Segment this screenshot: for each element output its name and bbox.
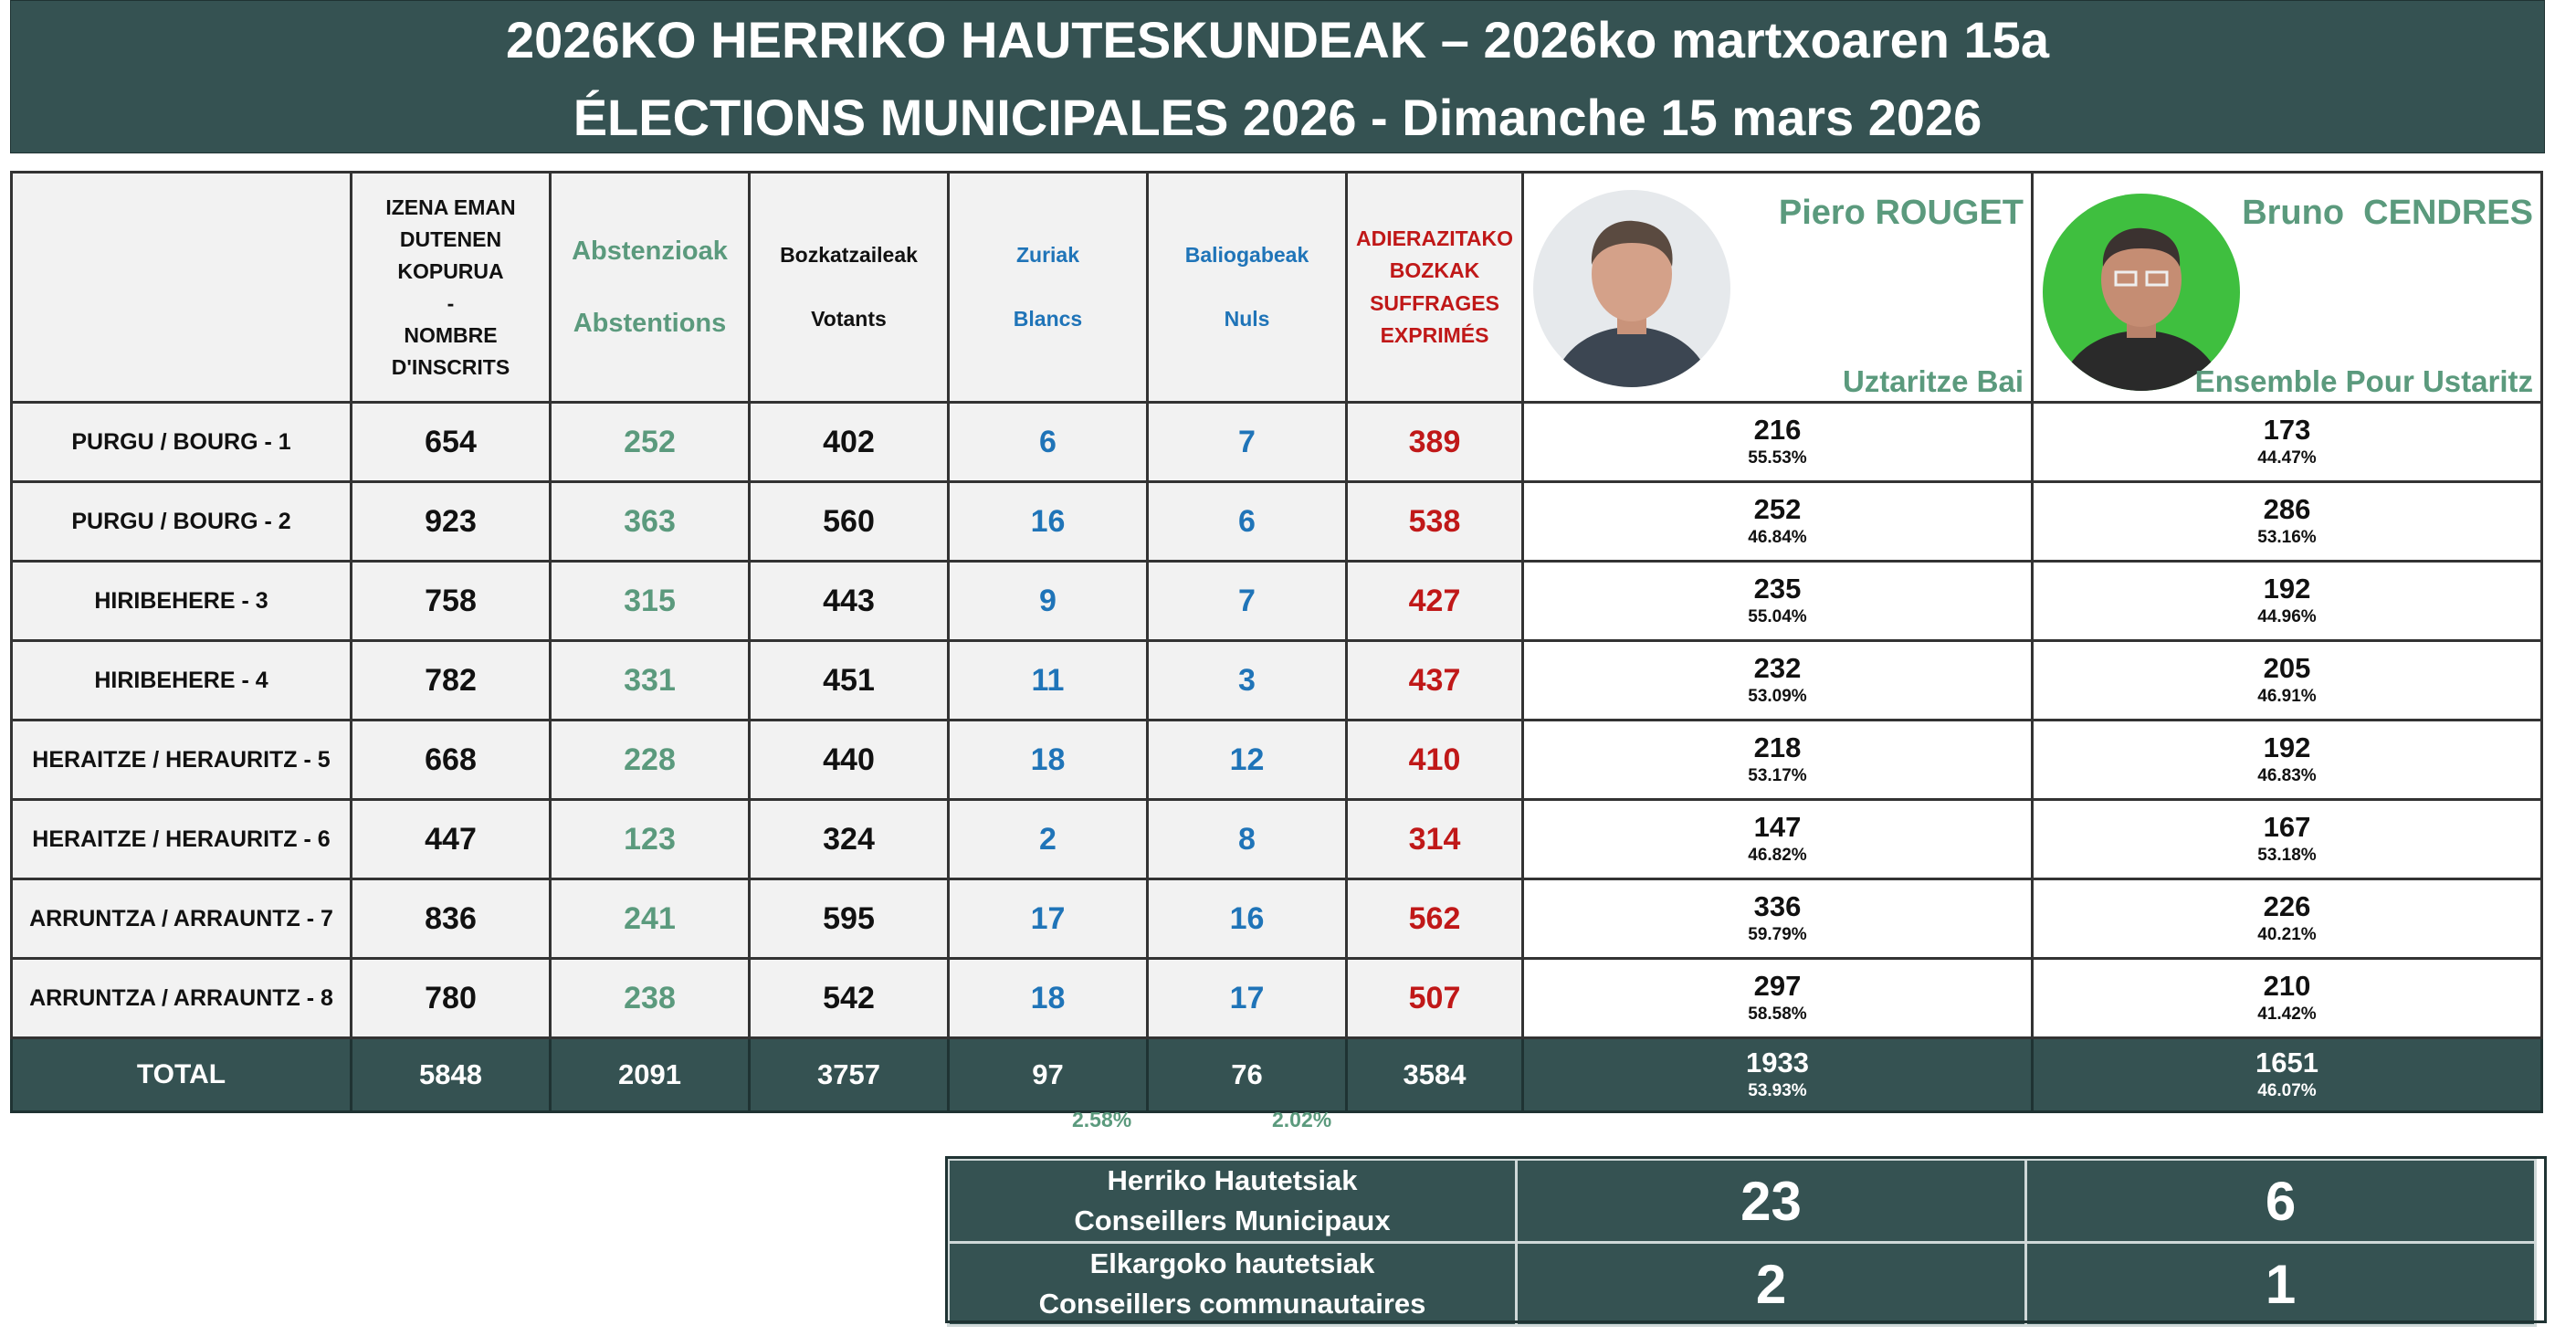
table-row [12, 482, 2542, 562]
candidate-photo-icon [2043, 194, 2240, 391]
nuls-cell: 6 [1148, 482, 1347, 562]
header-corner [12, 173, 352, 403]
results-table [10, 171, 2543, 1113]
candidate-1-result [1523, 641, 2033, 721]
candidate-1-result [1523, 721, 2033, 800]
vote-count: 147 [1753, 811, 1802, 843]
candidate-header-2 [2033, 173, 2542, 403]
vote-count: 232 [1753, 652, 1802, 684]
total-exprimes: 3584 [1347, 1038, 1523, 1112]
bureau-label: PURGU / BOURG - 2 [12, 482, 352, 562]
bureau-label: HIRIBEHERE - 4 [12, 641, 352, 721]
bureau-label: ARRUNTZA / ARRAUNTZ - 8 [12, 959, 352, 1038]
vote-percent: 40.21% [2257, 925, 2317, 944]
seats-candidate-1: 23 [1517, 1160, 2026, 1243]
total-nuls: 76 [1148, 1038, 1347, 1112]
candidate-name: Piero ROUGET [1778, 194, 2024, 232]
header-text: Blancs [1013, 307, 1083, 331]
seats-label-eu: Herriko Hautetsiak [1107, 1164, 1358, 1196]
blancs-cell: 18 [949, 959, 1148, 1038]
header-blancs [949, 173, 1148, 403]
header-abstentions [551, 173, 750, 403]
abstentions-cell: 241 [551, 879, 750, 959]
nuls-cell: 3 [1148, 641, 1347, 721]
abstentions-cell: 363 [551, 482, 750, 562]
vote-count: 192 [2263, 731, 2311, 763]
total-label: TOTAL [12, 1038, 352, 1112]
seats-candidate-1: 2 [1517, 1243, 2026, 1326]
total-row [12, 1038, 2542, 1112]
header-nuls [1148, 173, 1347, 403]
vote-percent: 59.79% [1748, 925, 1807, 944]
vote-count: 173 [2263, 414, 2311, 446]
header-text: Baliogabeak [1184, 243, 1309, 267]
header-text: - [447, 290, 455, 315]
inscrits-cell: 654 [352, 403, 551, 482]
candidate-1-result [1523, 959, 2033, 1038]
vote-percent: 58.58% [1748, 1005, 1807, 1024]
header-text: D'INSCRITS [391, 354, 510, 379]
title-french: ÉLECTIONS MUNICIPALES 2026 - Dimanche 15 mars 2026 [573, 89, 1982, 146]
total-candidate-2 [2033, 1038, 2542, 1112]
vote-percent: 44.47% [2257, 448, 2317, 468]
candidate-list-name: Ensemble Pour Ustaritz [2194, 364, 2533, 398]
votants-cell: 402 [750, 403, 949, 482]
total-abstentions: 2091 [551, 1038, 750, 1112]
vote-count: 1933 [1746, 1047, 1809, 1078]
candidate-1-result [1523, 800, 2033, 879]
inscrits-cell: 668 [352, 721, 551, 800]
candidate-1-result [1523, 403, 2033, 482]
header-text: Abstentions [573, 309, 727, 338]
inscrits-cell: 782 [352, 641, 551, 721]
blancs-cell: 2 [949, 800, 1148, 879]
vote-percent: 53.18% [2257, 846, 2317, 865]
votants-cell: 440 [750, 721, 949, 800]
candidate-name: Bruno CENDRES [2242, 194, 2533, 232]
blancs-ratio: 2.58% [1072, 1108, 1132, 1131]
candidate-2-result [2033, 721, 2542, 800]
votants-cell: 324 [750, 800, 949, 879]
blancs-cell: 6 [949, 403, 1148, 482]
vote-count: 192 [2263, 573, 2311, 605]
vote-percent: 53.09% [1748, 687, 1807, 706]
vote-percent: 53.17% [1748, 766, 1807, 785]
seats-label-fr: Conseillers Municipaux [1074, 1205, 1391, 1236]
table-row [12, 403, 2542, 482]
exprimes-cell: 389 [1347, 403, 1523, 482]
header-text: SUFFRAGES [1370, 291, 1499, 315]
header-text: ADIERAZITAKO [1355, 226, 1514, 250]
page-title-banner [10, 0, 2545, 153]
header-exprimes [1347, 173, 1523, 403]
header-text: KOPURUA [397, 258, 504, 283]
header-text: Zuriak [1015, 243, 1080, 267]
header-text: BOZKAK [1389, 258, 1480, 282]
nuls-cell: 7 [1148, 562, 1347, 641]
blancs-cell: 17 [949, 879, 1148, 959]
bureau-label: HERAITZE / HERAURITZ - 5 [12, 721, 352, 800]
table-row [12, 721, 2542, 800]
vote-count: 286 [2263, 493, 2311, 525]
header-text: EXPRIMÉS [1380, 323, 1489, 347]
vote-count: 167 [2263, 811, 2311, 843]
votants-cell: 542 [750, 959, 949, 1038]
vote-percent: 46.84% [1748, 528, 1807, 547]
vote-percent: 44.96% [2257, 607, 2317, 626]
candidate-1-result [1523, 879, 2033, 959]
header-text: IZENA EMAN [385, 195, 516, 219]
bureau-label: HERAITZE / HERAURITZ - 6 [12, 800, 352, 879]
vote-percent: 53.16% [2257, 528, 2317, 547]
inscrits-cell: 836 [352, 879, 551, 959]
votants-cell: 595 [750, 879, 949, 959]
candidate-1-result [1523, 482, 2033, 562]
nuls-cell: 16 [1148, 879, 1347, 959]
vote-count: 336 [1753, 890, 1802, 922]
candidate-2-result [2033, 959, 2542, 1038]
vote-count: 1651 [2255, 1047, 2318, 1078]
header-text: Nuls [1224, 307, 1270, 331]
vote-count: 218 [1753, 731, 1802, 763]
blancs-cell: 18 [949, 721, 1148, 800]
candidate-2-result [2033, 562, 2542, 641]
nuls-ratio: 2.02% [1272, 1108, 1332, 1131]
vote-percent: 55.04% [1748, 607, 1807, 626]
total-inscrits: 5848 [352, 1038, 551, 1112]
candidate-2-result [2033, 879, 2542, 959]
vote-count: 216 [1753, 414, 1802, 446]
bureau-label: PURGU / BOURG - 1 [12, 403, 352, 482]
total-blancs: 97 [949, 1038, 1148, 1112]
candidate-2-result [2033, 641, 2542, 721]
candidate-photo-icon [1533, 190, 1730, 387]
header-inscrits [352, 173, 551, 403]
vote-count: 205 [2263, 652, 2311, 684]
vote-percent: 46.82% [1748, 846, 1807, 865]
header-text: NOMBRE [404, 322, 498, 347]
nuls-cell: 7 [1148, 403, 1347, 482]
candidate-header-1 [1523, 173, 2033, 403]
bureau-label: HIRIBEHERE - 3 [12, 562, 352, 641]
exprimes-cell: 562 [1347, 879, 1523, 959]
blancs-cell: 16 [949, 482, 1148, 562]
vote-count: 235 [1753, 573, 1802, 605]
header-text: DUTENEN [399, 226, 502, 251]
blancs-cell: 11 [949, 641, 1148, 721]
seats-candidate-2: 6 [2026, 1160, 2536, 1243]
seats-row-municipal [949, 1160, 2536, 1243]
abstentions-cell: 228 [551, 721, 750, 800]
vote-percent: 55.53% [1748, 448, 1807, 468]
seats-label-fr: Conseillers communautaires [1038, 1288, 1426, 1320]
candidate-list-name: Uztaritze Bai [1842, 364, 2024, 398]
vote-count: 226 [2263, 890, 2311, 922]
exprimes-cell: 410 [1347, 721, 1523, 800]
abstentions-cell: 238 [551, 959, 750, 1038]
seats-label-eu: Elkargoko hautetsiak [1089, 1247, 1375, 1279]
table-row [12, 879, 2542, 959]
vote-count: 252 [1753, 493, 1802, 525]
header-votants [750, 173, 949, 403]
votants-cell: 451 [750, 641, 949, 721]
total-votants: 3757 [750, 1038, 949, 1112]
seats-row-communautaire [949, 1243, 2536, 1326]
vote-percent: 46.07% [2257, 1081, 2317, 1100]
header-text: Bozkatzaileak [780, 243, 918, 267]
vote-percent: 41.42% [2257, 1005, 2317, 1024]
inscrits-cell: 923 [352, 482, 551, 562]
table-row [12, 959, 2542, 1038]
exprimes-cell: 538 [1347, 482, 1523, 562]
abstentions-cell: 252 [551, 403, 750, 482]
inscrits-cell: 780 [352, 959, 551, 1038]
seats-label [949, 1160, 1517, 1243]
abstentions-cell: 123 [551, 800, 750, 879]
vote-percent: 46.91% [2257, 687, 2317, 706]
seats-table [947, 1158, 2537, 1327]
abstentions-cell: 315 [551, 562, 750, 641]
nuls-cell: 17 [1148, 959, 1347, 1038]
candidate-2-result [2033, 482, 2542, 562]
votants-cell: 443 [750, 562, 949, 641]
nuls-cell: 8 [1148, 800, 1347, 879]
header-row [12, 173, 2542, 403]
table-row [12, 800, 2542, 879]
total-candidate-1 [1523, 1038, 2033, 1112]
seats-label [949, 1243, 1517, 1326]
nuls-cell: 12 [1148, 721, 1347, 800]
candidate-2-result [2033, 800, 2542, 879]
inscrits-cell: 758 [352, 562, 551, 641]
header-text: Votants [811, 307, 887, 331]
table-row [12, 562, 2542, 641]
votants-cell: 560 [750, 482, 949, 562]
candidate-1-result [1523, 562, 2033, 641]
vote-count: 297 [1753, 970, 1802, 1002]
abstentions-cell: 331 [551, 641, 750, 721]
exprimes-cell: 507 [1347, 959, 1523, 1038]
exprimes-cell: 314 [1347, 800, 1523, 879]
blancs-cell: 9 [949, 562, 1148, 641]
exprimes-cell: 427 [1347, 562, 1523, 641]
seats-candidate-2: 1 [2026, 1243, 2536, 1326]
title-basque: 2026KO HERRIKO HAUTESKUNDEAK – 2026ko martxoaren 15a [506, 11, 2049, 68]
vote-count: 210 [2263, 970, 2311, 1002]
candidate-2-result [2033, 403, 2542, 482]
inscrits-cell: 447 [352, 800, 551, 879]
exprimes-cell: 437 [1347, 641, 1523, 721]
bureau-label: ARRUNTZA / ARRAUNTZ - 7 [12, 879, 352, 959]
vote-percent: 46.83% [2257, 766, 2317, 785]
header-text: Abstenzioak [572, 237, 728, 266]
vote-percent: 53.93% [1748, 1081, 1807, 1100]
table-row [12, 641, 2542, 721]
